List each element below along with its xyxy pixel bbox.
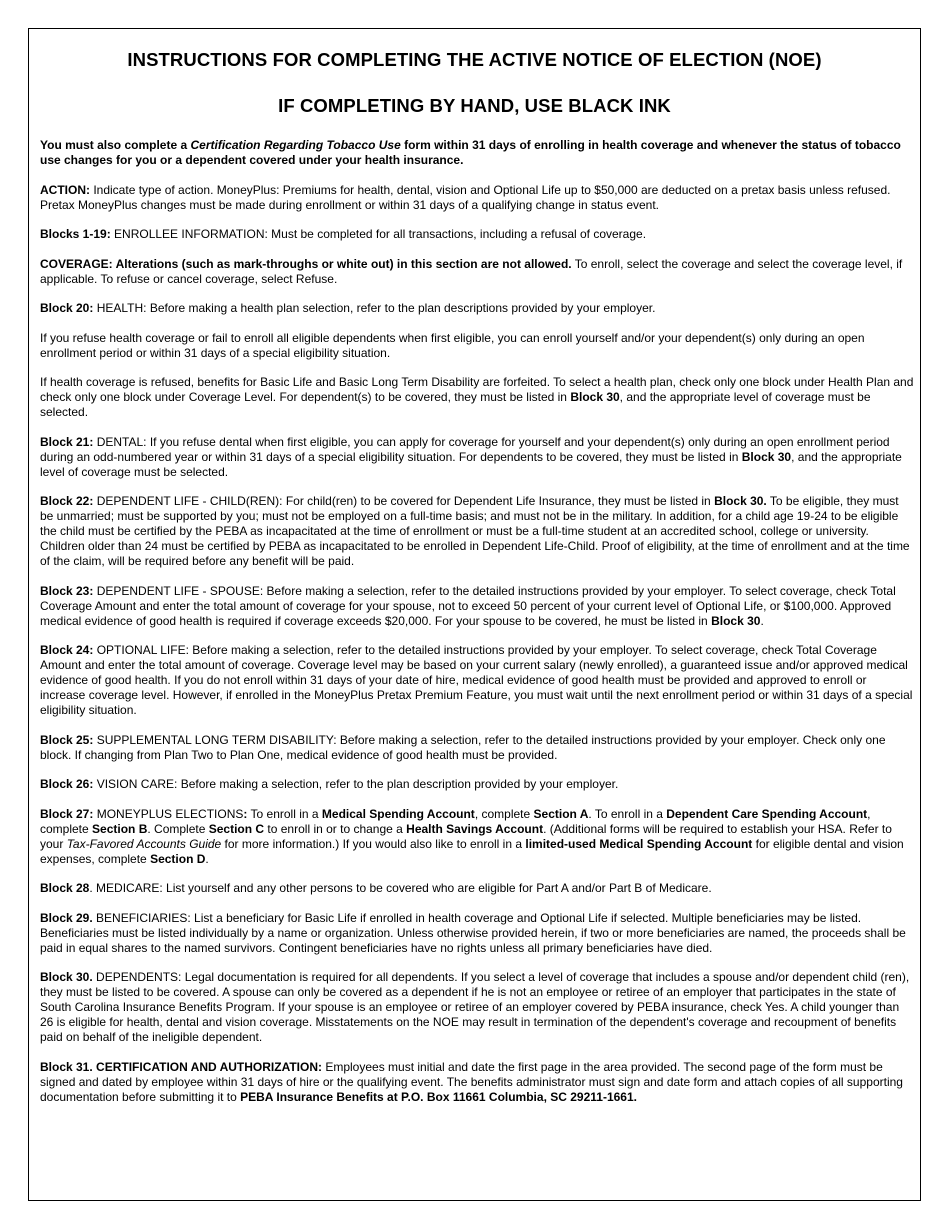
health-refusal-paragraph: If you refuse health coverage or fail to enroll all eligible dependents when first eligible, you can enroll yourself and/or your dependent(s) only during an open enrollment period or within 31 days of a special eligibility situation. <box>40 330 865 360</box>
block-21-instructions: Block 21: DENTAL: If you refuse dental when first eligible, you can apply for coverage for yourself and your dependent(s) only during an open enrollment period during an odd-numbered year or within 31 days of a special eligibility situation. For dependents to be covered, they must be listed in Block 30, and the appropriate level of coverage must be selected. <box>40 434 902 479</box>
block-22-instructions: Block 22: DEPENDENT LIFE - CHILD(REN): For child(ren) to be covered for Dependent Life Insurance, they must be listed in Block 30. To be eligible, they must be unmarried; must be supported by you; must not be employed on a full-time basis; and must not be in the military. In addition, for a child age 19-24 to be eligible the child must be certified by the PEBA as incapacitated at the time of enrollment or must be a full-time student at an accredited school, college or university. Children older than 24 must be certified by PEBA as incapacitated to be enrolled in Dependent Life-Child. Proof of eligibility, at the time of enrollment and at the time of the claim, will be required before any benefit will be paid. <box>40 494 910 568</box>
instructions-body <box>40 138 915 1119</box>
blocks-1-19-instructions: Blocks 1-19: ENROLLEE INFORMATION: Must be completed for all transactions, including a refusal of coverage. <box>40 227 647 241</box>
action-instructions: ACTION: Indicate type of action. MoneyPlus: Premiums for health, dental, vision and Optional Life up to $50,000 are deducted on a pretax basis unless refused. Pretax MoneyPlus changes must be made during enrollment or within 31 days of a qualifying change in status event. <box>40 182 891 212</box>
block-31-instructions: Block 31. CERTIFICATION AND AUTHORIZATION: Employees must initial and date the first page in the area provided. The second page of the form must be signed and dated by employee within 31 days of hire or the qualifying event. The benefits administrator must sign and date form and attach copies of all supporting documentation before submitting it to PEBA Insurance Benefits at P.O. Box 11661 Columbia, SC 29211-1661. <box>40 1059 903 1104</box>
block-20-instructions: Block 20: HEALTH: Before making a health plan selection, refer to the plan descriptions provided by your employer. <box>40 301 656 315</box>
page-subtitle: IF COMPLETING BY HAND, USE BLACK INK <box>278 95 671 116</box>
block-24-instructions: Block 24: OPTIONAL LIFE: Before making a selection, refer to the detailed instructions provided by your employer. To select coverage, check Total Coverage Amount and enter the total amount of coverage. Coverage level may be based on your current salary (newly enrolled), a guaranteed issue and/or approved medical evidence of good health. If you do not enroll within 31 days of your date of hire, medical evidence of good health must be provided and approved to enroll or increase coverage level. However, if enrolled in the MoneyPlus Pretax Premium Feature, you must wait until the next enrollment period or within 31 days of a special eligibility situation. <box>40 643 913 717</box>
block-28-instructions: Block 28. MEDICARE: List yourself and any other persons to be covered who are eligible for Part A and/or Part B of Medicare. <box>40 881 712 895</box>
block-23-instructions: Block 23: DEPENDENT LIFE - SPOUSE: Before making a selection, refer to the detailed instructions provided by your employer. To select coverage, check Total Coverage Amount and enter the total amount of coverage for your spouse, not to exceed 50 percent of your current level of Optional Life, or $100,000. Approved medical evidence of good health is required if coverage exceeds $20,000. For your spouse to be covered, he must be listed in Block 30. <box>40 583 896 628</box>
page-title: INSTRUCTIONS FOR COMPLETING THE ACTIVE NOTICE OF ELECTION (NOE) <box>127 49 822 70</box>
block-30-instructions: Block 30. DEPENDENTS: Legal documentation is required for all dependents. If you select a level of coverage that includes a spouse and/or dependent child (ren), they must be listed to be covered. A spouse can only be covered as a dependent if he is not an employee or retiree of an employer that participates in the state of South Carolina Insurance Benefits Program. If your spouse is an employee or retiree of an employer covered by PEBA insurance, check Yes. A child younger than 26 is eligible for health, dental and vision coverage. Misstatements on the NOE may result in termination of the dependent's coverage and recoupment of benefits paid on behalf of the ineligible dependent. <box>40 970 910 1044</box>
block-27-instructions: Block 27: MONEYPLUS ELECTIONS: To enroll in a Medical Spending Account, complete Section A. To enroll in a Dependent Care Spending Account, complete Section B. Complete Section C to enroll in or to change a Health Savings Account. (Additional forms will be required to establish your HSA. Refer to your Tax-Favored Accounts Guide for more information.) If you would also like to enroll in a limited-used Medical Spending Account for eligible dental and vision expenses, complete Section D. <box>40 806 904 866</box>
coverage-instructions: COVERAGE: Alterations (such as mark-throughs or white out) in this section are not allowed. To enroll, select the coverage and select the coverage level, if applicable. To refuse or cancel coverage, select Refuse. <box>40 256 903 286</box>
health-plan-selection-paragraph: If health coverage is refused, benefits for Basic Life and Basic Long Term Disability are forfeited. To select a health plan, check only one block under Health Plan and check only one block under Coverage Level. For dependent(s) to be covered, they must be listed in Block 30, and the appropriate level of coverage must be selected. <box>40 375 914 419</box>
tobacco-notice: You must also complete a Certification Regarding Tobacco Use form within 31 days of enrolling in health coverage and whenever the status of tobacco use changes for you or a dependent covered under your health insurance. <box>40 138 901 167</box>
block-25-instructions: Block 25: SUPPLEMENTAL LONG TERM DISABILITY: Before making a selection, refer to the detailed instructions provided by your employer. Check only one block. If changing from Plan Two to Plan One, medical evidence of good health must be provided. <box>40 732 886 762</box>
block-26-instructions: Block 26: VISION CARE: Before making a selection, refer to the plan description provided by your employer. <box>40 777 619 791</box>
block-29-instructions: Block 29. BENEFICIARIES: List a beneficiary for Basic Life if enrolled in health coverage and Optional Life if selected. Multiple beneficiaries may be listed. Beneficiaries must be listed individually by a name or organization. Unless otherwise provided herein, if two or more beneficiaries are named, the proceeds shall be paid in equal shares to the named survivors. Contingent beneficiaries have no rights unless all primary beneficiaries have died. <box>40 910 906 955</box>
document-frame <box>28 28 921 1201</box>
